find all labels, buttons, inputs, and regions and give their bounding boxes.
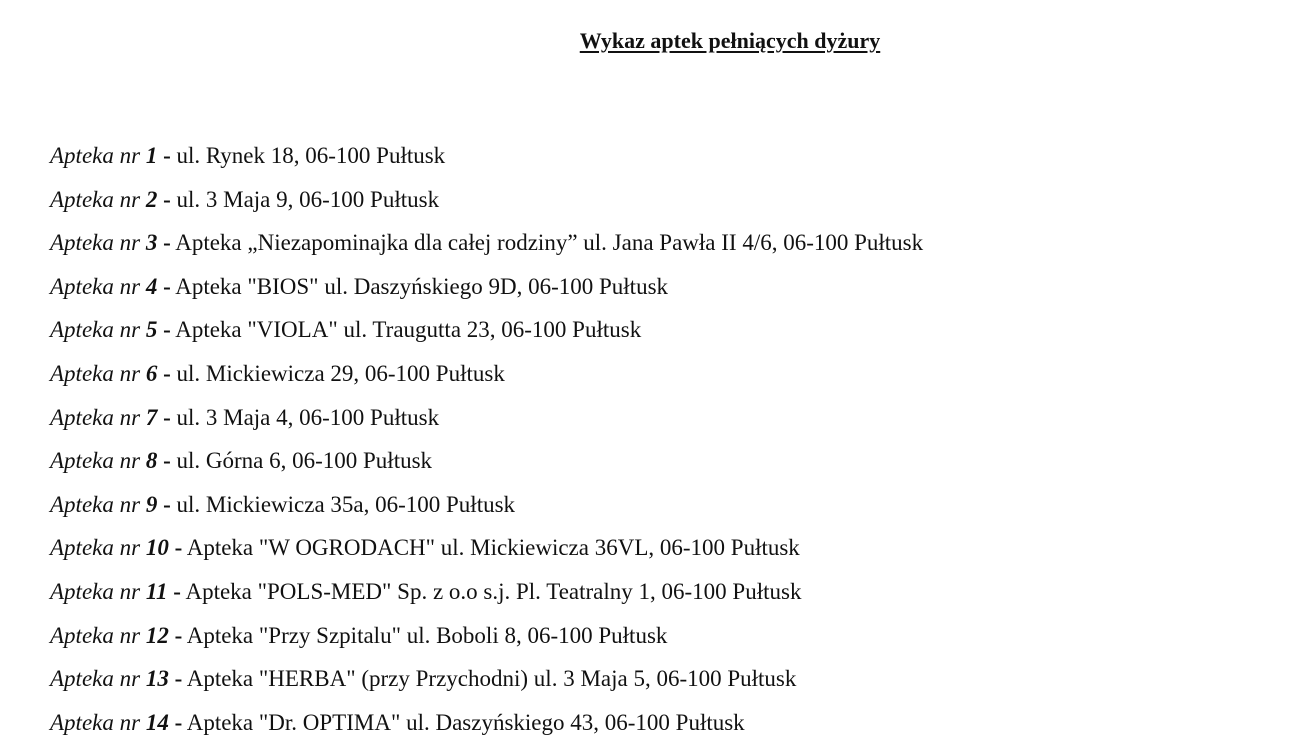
entry-text: ul. 3 Maja 4, 06-100 Pułtusk [176,404,440,430]
entry-text: Apteka "POLS-MED" Sp. z o.o s.j. Pl. Teatralny 1, 06-100 Pułtusk [185,578,802,604]
entry-text: ul. Górna 6, 06-100 Pułtusk [176,448,433,474]
entry-number: 4 [145,273,158,299]
entry-separator: - [163,404,171,430]
entry-separator: - [174,709,183,735]
entry-separator: - [174,535,183,561]
entry-number: 3 [145,230,158,256]
list-item [50,227,923,271]
entry-separator: - [163,143,171,168]
entry-separator: - [174,622,183,648]
entry-label: Apteka nr [50,448,141,474]
list-item [50,489,923,533]
entry-number: 1 [145,143,158,168]
list-item [50,140,923,184]
entry-text: ul. Rynek 18, 06-100 Pułtusk [176,143,446,168]
entry-number: 13 [145,666,169,692]
entry-text: Apteka "W OGRODACH" ul. Mickiewicza 36VL, 06-100 Pułtusk [186,535,800,561]
entry-separator: - [163,317,171,343]
entry-label: Apteka nr [50,709,141,735]
entry-number: 10 [145,535,169,561]
entry-label: Apteka nr [50,143,141,168]
entry-label: Apteka nr [50,360,141,386]
list-item [50,707,923,750]
entry-label: Apteka nr [50,666,141,692]
entry-separator: - [163,448,171,474]
entry-number: 14 [145,709,169,735]
entry-separator: - [163,230,171,256]
entry-text: Apteka "Dr. OPTIMA" ul. Daszyńskiego 43, 06-100 Pułtusk [186,709,745,735]
list-item [50,576,923,620]
entry-text: ul. 3 Maja 9, 06-100 Pułtusk [176,186,440,212]
pharmacy-list [50,140,923,750]
entry-label: Apteka nr [50,230,141,256]
document-title: Wykaz aptek pełniących dyżury [579,28,881,53]
entry-separator: - [163,186,171,212]
list-item [50,532,923,576]
entry-number: 11 [145,578,168,604]
entry-number: 6 [145,360,158,386]
entry-separator: - [174,666,183,692]
entry-number: 9 [145,491,158,517]
list-item [50,402,923,446]
entry-text: Apteka "HERBA" (przy Przychodni) ul. 3 Maja 5, 06-100 Pułtusk [186,666,797,692]
entry-label: Apteka nr [50,491,141,517]
list-item [50,271,923,315]
entry-label: Apteka nr [50,622,141,648]
entry-text: ul. Mickiewicza 29, 06-100 Pułtusk [176,360,505,386]
entry-separator: - [163,273,171,299]
entry-label: Apteka nr [50,578,141,604]
entry-text: Apteka "BIOS" ul. Daszyńskiego 9D, 06-100 Pułtusk [175,273,669,299]
list-item [50,663,923,707]
list-item [50,445,923,489]
entry-number: 5 [145,317,158,343]
list-item [50,620,923,664]
list-item [50,314,923,358]
entry-separator: - [163,491,171,517]
list-item [50,184,923,228]
entry-separator: - [173,578,181,604]
entry-number: 8 [145,448,158,474]
list-item [50,358,923,402]
entry-label: Apteka nr [50,404,141,430]
entry-number: 2 [145,186,158,212]
entry-label: Apteka nr [50,273,141,299]
entry-label: Apteka nr [50,186,141,212]
entry-number: 12 [145,622,169,648]
entry-number: 7 [145,404,158,430]
entry-text: Apteka „Niezapominajka dla całej rodziny” ul. Jana Pawła II 4/6, 06-100 Pułtusk [175,230,924,256]
entry-text: Apteka "Przy Szpitalu" ul. Boboli 8, 06-100 Pułtusk [186,622,668,648]
entry-separator: - [163,360,171,386]
entry-label: Apteka nr [50,317,141,343]
entry-label: Apteka nr [50,535,141,561]
entry-text: ul. Mickiewicza 35a, 06-100 Pułtusk [176,491,516,517]
entry-text: Apteka "VIOLA" ul. Traugutta 23, 06-100 Pułtusk [175,317,642,343]
